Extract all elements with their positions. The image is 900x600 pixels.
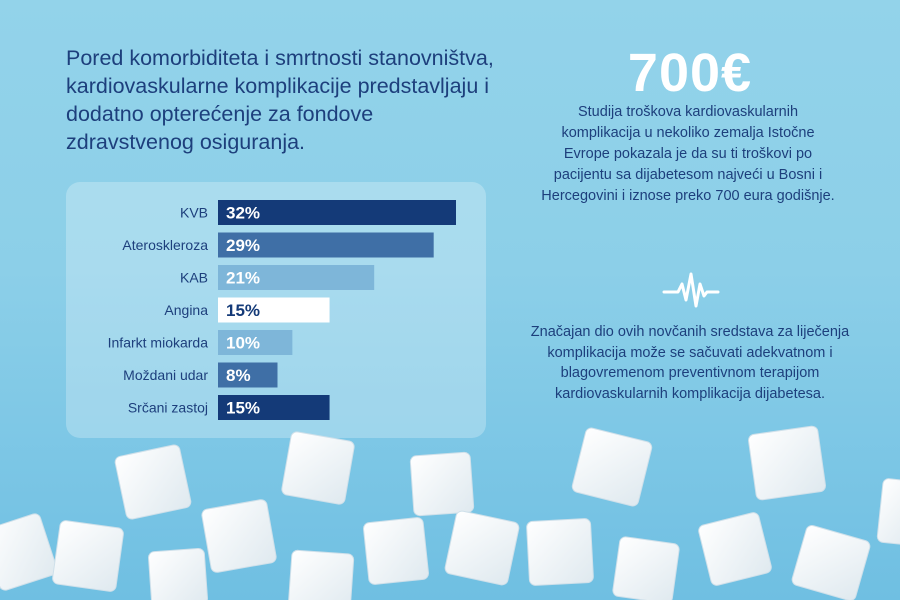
- savings-text: Značajan dio ovih novčanih sredstava za liječenja komplikacija može se sačuvati adekvatnom i blagovremenom preventivnom terapijom kardiovaskularnih komplikacija dijabetesa.: [530, 324, 850, 402]
- category-label: Moždani udar: [123, 367, 208, 383]
- bar-value-label: 8%: [226, 366, 251, 385]
- bar-value-label: 21%: [226, 268, 261, 288]
- bar-value-label: 10%: [226, 333, 261, 353]
- bar-value-label: 15%: [226, 398, 261, 418]
- intro-text: Pored komorbiditeta i smrtnosti stanovništva, kardiovaskularne komplikacije predstavljaju i dodatno opterećenje za fondove zdravstvenog osiguranja.: [66, 46, 494, 154]
- category-label: KAB: [179, 269, 208, 286]
- bar-chart: [66, 182, 486, 438]
- category-label: Srčani zastoj: [127, 399, 208, 416]
- category-label: Angina: [164, 302, 208, 318]
- study-text: Studija troškova kardiovaskularnih komplikacija u nekoliko zemalja Istočne Evrope pokazala je da su ti troškovi po pacijentu sa dijabetesom najveći u Bosni i Hercegovini i iznose preko 700 eura godišnje.: [541, 104, 835, 204]
- bar-value-label: 29%: [226, 236, 261, 255]
- category-label: KVB: [179, 204, 208, 221]
- category-label: Ateroskleroza: [122, 237, 208, 253]
- chart-panel: [66, 182, 486, 438]
- cost-highlight: 700€: [627, 43, 753, 103]
- bar-value-label: 32%: [226, 203, 261, 223]
- category-label: Infarkt miokarda: [107, 334, 208, 351]
- sugar-cubes-decoration: [0, 420, 900, 600]
- heartbeat-pulse-icon: [662, 270, 720, 315]
- bar-value-label: 15%: [226, 301, 261, 320]
